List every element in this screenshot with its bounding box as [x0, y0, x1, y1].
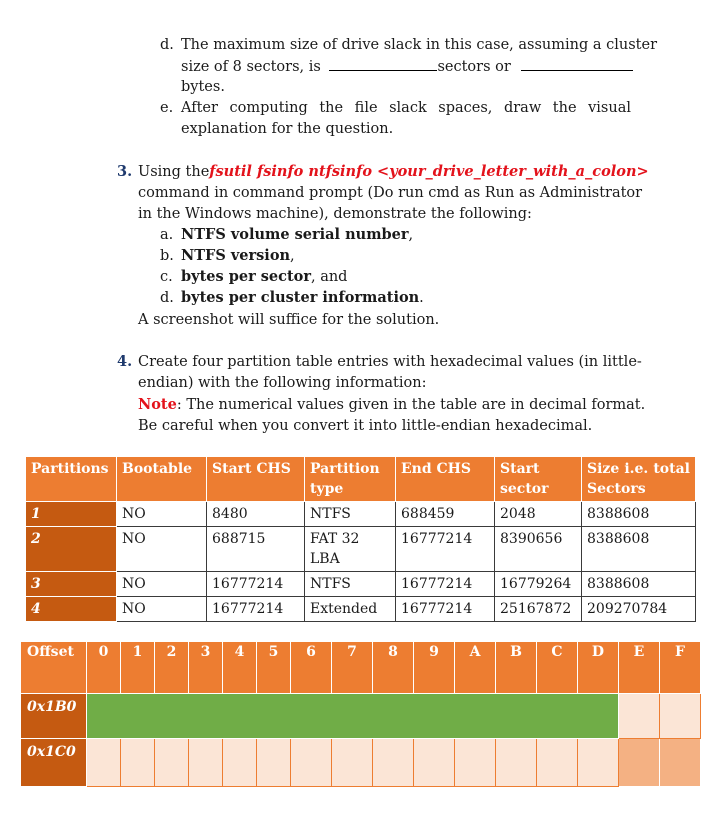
partition-number: 2 [26, 527, 117, 572]
partition-number: 3 [26, 572, 117, 597]
hex-byte-cell[interactable] [496, 739, 537, 787]
hex-byte-cell[interactable] [537, 739, 578, 787]
start-chs-cell: 8480 [207, 502, 305, 527]
start-chs-cell: 16777214 [207, 572, 305, 597]
q3-item-b-letter: b. [160, 248, 174, 264]
q3-line3: in the Windows machine), demonstrate the following: [138, 206, 532, 222]
hex-byte-cell[interactable] [373, 739, 414, 787]
q3-item-a-letter: a. [160, 227, 174, 243]
hex-byte-cell[interactable] [332, 739, 373, 787]
q4-note-line [138, 395, 646, 415]
start-sector-cell: 16779264 [495, 572, 582, 597]
q3-line2: command in command prompt (Do run cmd as Run as Administrator [138, 185, 643, 201]
hex-col-header: D [578, 642, 619, 694]
q3-item-b-tail: , [290, 248, 295, 264]
hex-col-header: B [496, 642, 537, 694]
hex-col-header: 0 [87, 642, 121, 694]
header-start-chs: Start CHS [207, 457, 305, 502]
hex-byte-cell[interactable] [121, 739, 155, 787]
q3-item-c-tail: , and [310, 269, 348, 285]
partition-table [25, 456, 696, 622]
hex-byte-cell[interactable] [223, 739, 257, 787]
hex-header-row [21, 642, 701, 694]
hex-byte-cell[interactable] [87, 739, 121, 787]
hex-row-1c0 [21, 739, 701, 787]
hex-col-header: 4 [223, 642, 257, 694]
start-sector-cell: 8390656 [495, 527, 582, 572]
q4-note-text: : The numerical values given in the table are in decimal format. [176, 397, 646, 413]
hex-col-header: 3 [189, 642, 223, 694]
header-partitions: Partitions [26, 457, 117, 502]
size-cell: 209270784 [582, 597, 696, 622]
q3-item-d-bold: bytes per cluster information [181, 289, 420, 306]
hex-byte-cell[interactable] [414, 739, 455, 787]
header-partition-type: Partition type [305, 457, 396, 502]
start-sector-cell: 25167872 [495, 597, 582, 622]
part-d-line2-text: size of 8 sectors, is [181, 59, 321, 75]
q4-line1: Create four partition table entries with hexadecimal values (in little- [138, 354, 642, 370]
bootable-cell: NO [117, 527, 207, 572]
hex-col-header: F [660, 642, 701, 694]
end-chs-cell: 16777214 [396, 597, 495, 622]
hex-byte-cell[interactable] [155, 739, 189, 787]
bootable-cell: NO [117, 502, 207, 527]
q3-footer: A screenshot will suffice for the solution. [138, 312, 440, 328]
part-d-line3: bytes. [181, 79, 225, 95]
part-e-line2: explanation for the question. [181, 121, 394, 137]
q3-item-a-bold: NTFS volume serial number [181, 226, 409, 243]
hex-byte-cell[interactable] [660, 739, 701, 787]
part-d-line1: The maximum size of drive slack in this case, assuming a cluster [181, 37, 658, 53]
offset-header: Offset [21, 642, 87, 694]
q3-line1 [138, 162, 649, 182]
part-e-line1: After computing the file slack spaces, draw the visual [181, 100, 631, 116]
q3-item-a [181, 225, 413, 245]
reserved-bytes-block [87, 694, 619, 739]
hex-byte-cell[interactable] [660, 694, 701, 739]
hex-row-1b0 [21, 694, 701, 739]
q3-item-d-letter: d. [160, 290, 174, 306]
partition-table-header [26, 457, 696, 502]
header-size: Size i.e. total Sectors [582, 457, 696, 502]
bootable-cell: NO [117, 572, 207, 597]
size-cell: 8388608 [582, 502, 696, 527]
hex-col-header: A [455, 642, 496, 694]
hex-byte-cell[interactable] [455, 739, 496, 787]
table-row [26, 527, 696, 572]
q3-item-d-tail: . [419, 290, 424, 306]
hex-col-header: 8 [373, 642, 414, 694]
end-chs-cell: 16777214 [396, 572, 495, 597]
end-chs-cell: 16777214 [396, 527, 495, 572]
hex-col-header: 1 [121, 642, 155, 694]
q3-number: 3. [117, 163, 133, 180]
hex-byte-cell[interactable] [257, 739, 291, 787]
partition-number: 1 [26, 502, 117, 527]
hex-col-header: 5 [257, 642, 291, 694]
partition-type-cell: NTFS [305, 572, 396, 597]
hex-byte-cell[interactable] [189, 739, 223, 787]
table-row [26, 597, 696, 622]
q3-item-a-tail: , [408, 227, 414, 243]
offset-label: 0x1B0 [21, 694, 87, 739]
hex-byte-cell[interactable] [619, 694, 660, 739]
q4-line4: Be careful when you convert it into little-endian hexadecimal. [138, 418, 593, 434]
hex-col-header: 9 [414, 642, 455, 694]
hex-col-header: 7 [332, 642, 373, 694]
q3-item-b [181, 246, 295, 266]
bootable-cell: NO [117, 597, 207, 622]
start-chs-cell: 688715 [207, 527, 305, 572]
part-d-line2-sectors: sectors or [437, 59, 511, 75]
q3-intro: Using the [138, 164, 210, 180]
hex-byte-cell[interactable] [578, 739, 619, 787]
offset-label: 0x1C0 [21, 739, 87, 787]
end-chs-cell: 688459 [396, 502, 495, 527]
hex-col-header: 2 [155, 642, 189, 694]
q4-note-label: Note [138, 396, 177, 413]
table-row [26, 502, 696, 527]
q3-item-c [181, 267, 347, 287]
q4-line2: endian) with the following information: [138, 375, 427, 391]
header-end-chs: End CHS [396, 457, 495, 502]
q3-item-b-bold: NTFS version [181, 247, 291, 264]
partition-type-cell: NTFS [305, 502, 396, 527]
start-chs-cell: 16777214 [207, 597, 305, 622]
table-row [26, 572, 696, 597]
part-d-line2 [181, 56, 632, 77]
partition-type-cell: Extended [305, 597, 396, 622]
size-cell: 8388608 [582, 572, 696, 597]
size-cell: 8388608 [582, 527, 696, 572]
hex-col-header: C [537, 642, 578, 694]
partition-number: 4 [26, 597, 117, 622]
hex-col-header: E [619, 642, 660, 694]
bytes-answer-blank[interactable] [521, 56, 633, 71]
q3-item-c-bold: bytes per sector [181, 268, 311, 285]
hex-col-header: 6 [291, 642, 332, 694]
sectors-answer-blank[interactable] [329, 56, 437, 71]
start-sector-cell: 2048 [495, 502, 582, 527]
partition-type-cell: FAT 32 LBA [305, 527, 396, 572]
hex-byte-cell[interactable] [291, 739, 332, 787]
q3-item-d [181, 288, 424, 308]
header-bootable: Bootable [117, 457, 207, 502]
header-start-sector: Start sector [495, 457, 582, 502]
q3-item-c-letter: c. [160, 269, 173, 285]
q4-number: 4. [117, 353, 133, 370]
hex-grid [20, 641, 701, 787]
hex-byte-cell[interactable] [619, 739, 660, 787]
part-d-letter: d. [160, 37, 174, 53]
q3-command: fsutil fsinfo ntfsinfo <your_drive_letter_with_a_colon> [209, 163, 649, 180]
part-e-letter: e. [160, 100, 174, 116]
